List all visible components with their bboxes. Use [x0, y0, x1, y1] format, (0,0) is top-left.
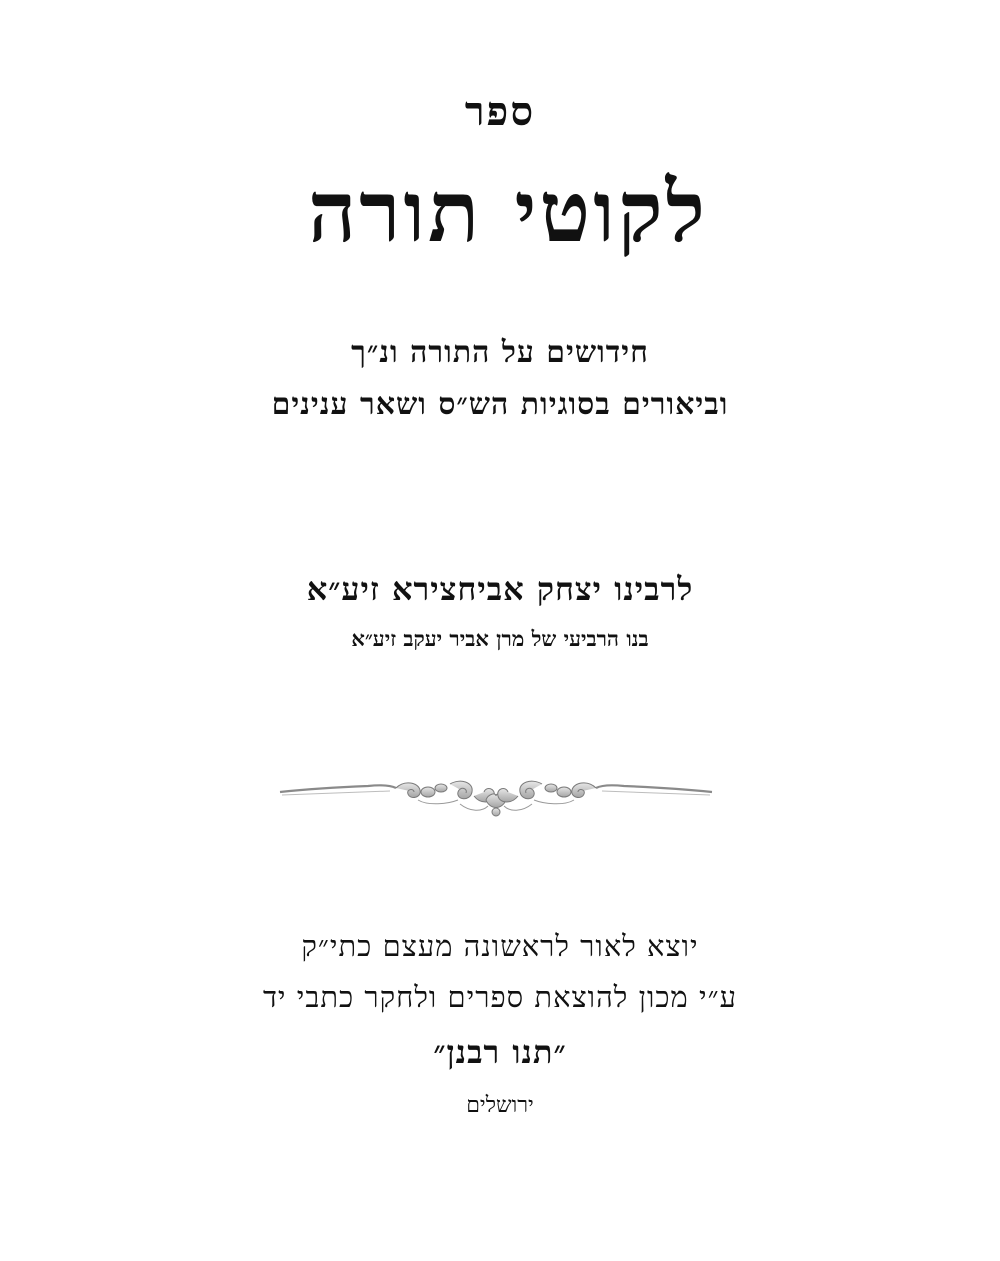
- author-lineage: בנו הרביעי של מרן אביר יעקב זיע״א: [351, 626, 649, 651]
- book-title: לקוטי תורה: [307, 162, 709, 261]
- publication-line-1: יוצא לאור לראשונה מעצם כתי״ק: [301, 929, 699, 963]
- publication-city: ירושלים: [466, 1093, 534, 1118]
- publisher-name: ״תנו רבנן״: [433, 1033, 567, 1071]
- pre-title: ספר: [464, 88, 536, 135]
- decorative-divider-icon: [278, 774, 714, 822]
- author-name: לרבינו יצחק אביחצירא זיע״א: [306, 570, 694, 608]
- subtitle-line-1: חידושים על התורה ונ״ך: [351, 335, 649, 370]
- publication-line-2: ע״י מכון להוצאת ספרים ולחקר כתבי יד: [262, 980, 737, 1014]
- subtitle-line-2: וביאורים בסוגיות הש״ס ושאר ענינים: [271, 387, 729, 422]
